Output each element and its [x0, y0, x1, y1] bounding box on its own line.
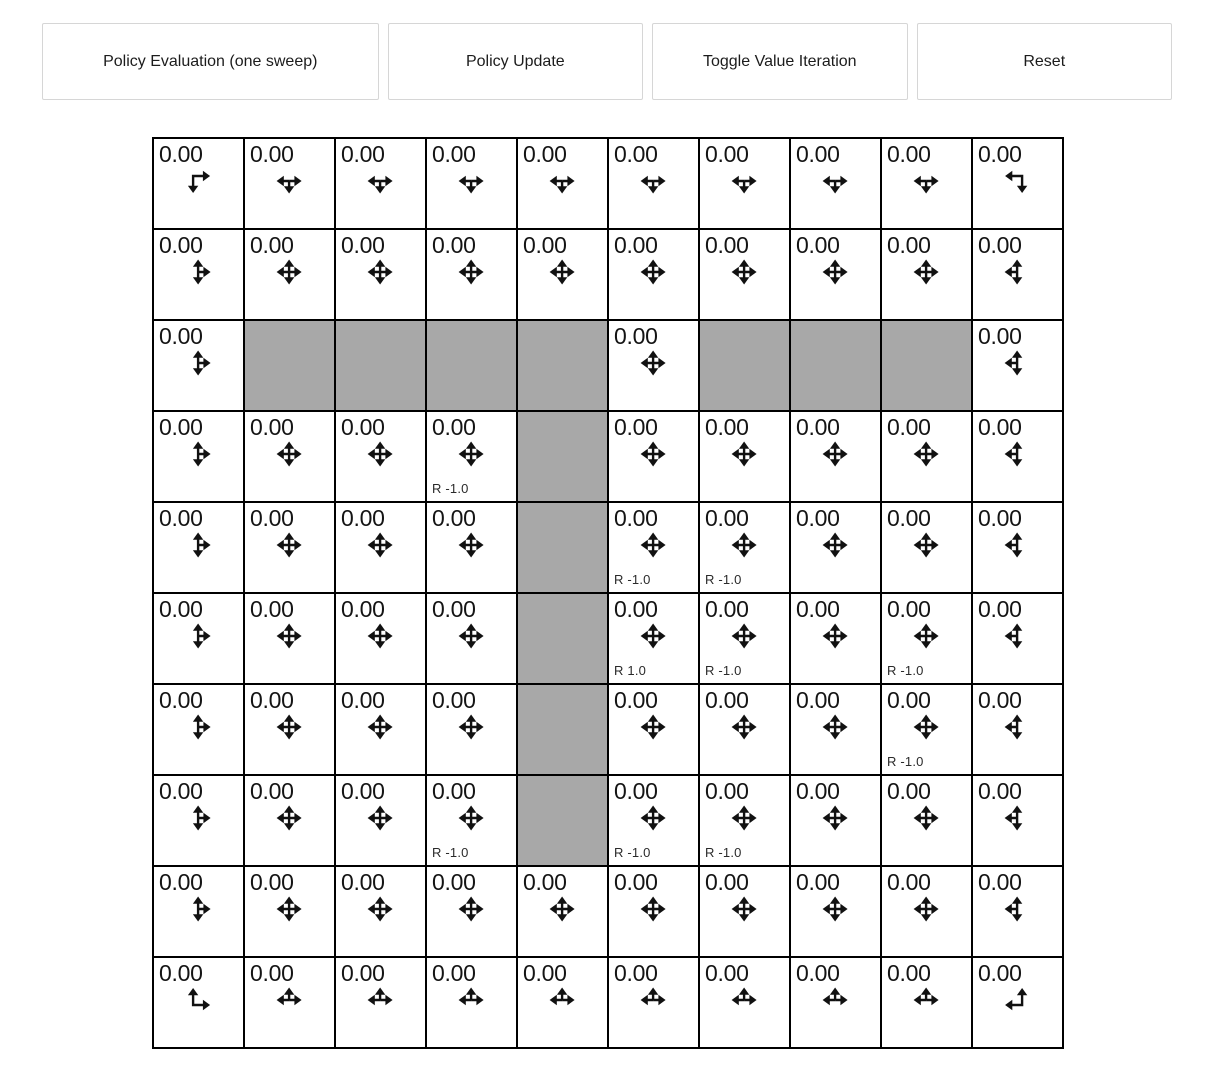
state-value: 0.00	[796, 414, 840, 440]
state-value: 0.00	[887, 960, 931, 986]
state-value: 0.00	[796, 141, 840, 167]
state-cell	[790, 502, 881, 593]
state-cell	[699, 411, 790, 502]
state-cell	[608, 866, 699, 957]
policy-arrows-icon	[911, 894, 941, 924]
state-cell	[335, 411, 426, 502]
state-cell	[881, 775, 972, 866]
state-cell	[790, 411, 881, 502]
state-value: 0.00	[432, 232, 476, 258]
policy-arrows-icon	[183, 712, 213, 742]
policy-arrows-icon	[820, 166, 850, 196]
policy-arrows-icon	[365, 894, 395, 924]
wall-cell	[517, 320, 608, 411]
state-cell	[426, 866, 517, 957]
state-cell	[972, 684, 1063, 775]
state-value: 0.00	[432, 141, 476, 167]
state-value: 0.00	[159, 778, 203, 804]
state-value: 0.00	[159, 141, 203, 167]
policy-arrows-icon	[911, 621, 941, 651]
policy-arrows-icon	[547, 894, 577, 924]
state-cell	[790, 593, 881, 684]
state-value: 0.00	[341, 414, 385, 440]
policy-arrows-icon	[1002, 530, 1032, 560]
policy-arrows-icon	[456, 257, 486, 287]
state-value: 0.00	[705, 960, 749, 986]
state-value: 0.00	[705, 687, 749, 713]
wall-cell	[517, 684, 608, 775]
policy-arrows-icon	[365, 530, 395, 560]
state-value: 0.00	[250, 960, 294, 986]
reward-label: R -1.0	[432, 481, 469, 496]
state-cell	[244, 138, 335, 229]
policy-arrows-icon	[820, 712, 850, 742]
policy-arrows-icon	[729, 257, 759, 287]
reward-label: R -1.0	[887, 663, 924, 678]
state-value: 0.00	[250, 232, 294, 258]
state-cell	[426, 775, 517, 866]
policy-arrows-icon	[456, 985, 486, 1015]
state-value: 0.00	[614, 596, 658, 622]
policy-arrows-icon	[820, 530, 850, 560]
state-cell	[699, 866, 790, 957]
reward-label: R -1.0	[705, 845, 742, 860]
policy-arrows-icon	[911, 166, 941, 196]
policy-arrows-icon	[638, 348, 668, 378]
policy-arrows-icon	[274, 803, 304, 833]
state-value: 0.00	[705, 232, 749, 258]
policy-update-button[interactable]: Policy Update	[388, 23, 643, 100]
state-value: 0.00	[978, 778, 1022, 804]
state-value: 0.00	[978, 232, 1022, 258]
state-cell	[335, 866, 426, 957]
policy-arrows-icon	[638, 803, 668, 833]
policy-arrows-icon	[365, 439, 395, 469]
policy-arrows-icon	[183, 257, 213, 287]
state-value: 0.00	[250, 778, 294, 804]
state-value: 0.00	[432, 869, 476, 895]
policy-arrows-icon	[911, 530, 941, 560]
policy-arrows-icon	[547, 985, 577, 1015]
policy-arrows-icon	[638, 257, 668, 287]
state-cell	[426, 411, 517, 502]
state-value: 0.00	[796, 778, 840, 804]
state-cell	[426, 229, 517, 320]
policy-arrows-icon	[1002, 985, 1032, 1015]
state-value: 0.00	[887, 232, 931, 258]
state-value: 0.00	[250, 505, 294, 531]
reward-label: R -1.0	[432, 845, 469, 860]
state-value: 0.00	[887, 778, 931, 804]
wall-cell	[881, 320, 972, 411]
state-cell	[699, 502, 790, 593]
policy-evaluation-button[interactable]: Policy Evaluation (one sweep)	[42, 23, 379, 100]
state-value: 0.00	[432, 596, 476, 622]
state-cell	[972, 593, 1063, 684]
policy-arrows-icon	[820, 894, 850, 924]
policy-arrows-icon	[911, 439, 941, 469]
state-value: 0.00	[250, 869, 294, 895]
state-value: 0.00	[614, 687, 658, 713]
toolbar	[42, 23, 1172, 100]
state-cell	[335, 957, 426, 1048]
state-value: 0.00	[614, 323, 658, 349]
policy-arrows-icon	[729, 712, 759, 742]
policy-arrows-icon	[638, 894, 668, 924]
state-value: 0.00	[614, 141, 658, 167]
state-cell	[426, 593, 517, 684]
state-value: 0.00	[341, 869, 385, 895]
state-cell	[426, 957, 517, 1048]
policy-arrows-icon	[729, 803, 759, 833]
policy-arrows-icon	[1002, 712, 1032, 742]
state-cell	[699, 138, 790, 229]
state-cell	[426, 138, 517, 229]
state-value: 0.00	[978, 505, 1022, 531]
state-cell	[790, 229, 881, 320]
state-value: 0.00	[432, 778, 476, 804]
policy-arrows-icon	[274, 894, 304, 924]
policy-arrows-icon	[820, 257, 850, 287]
state-cell	[972, 411, 1063, 502]
policy-arrows-icon	[911, 985, 941, 1015]
policy-arrows-icon	[365, 803, 395, 833]
state-cell	[335, 229, 426, 320]
policy-arrows-icon	[547, 257, 577, 287]
state-value: 0.00	[523, 960, 567, 986]
state-value: 0.00	[159, 960, 203, 986]
state-cell	[972, 957, 1063, 1048]
state-value: 0.00	[614, 778, 658, 804]
policy-arrows-icon	[456, 712, 486, 742]
state-cell	[517, 229, 608, 320]
policy-arrows-icon	[365, 712, 395, 742]
state-value: 0.00	[341, 141, 385, 167]
toggle-value-iteration-button[interactable]: Toggle Value Iteration	[652, 23, 907, 100]
state-cell	[153, 411, 244, 502]
reset-button[interactable]: Reset	[917, 23, 1172, 100]
reward-label: R 1.0	[614, 663, 647, 678]
reward-label: R -1.0	[705, 572, 742, 587]
policy-arrows-icon	[456, 530, 486, 560]
wall-cell	[244, 320, 335, 411]
policy-arrows-icon	[183, 439, 213, 469]
state-cell	[608, 593, 699, 684]
wall-cell	[699, 320, 790, 411]
state-cell	[335, 502, 426, 593]
policy-arrows-icon	[1002, 894, 1032, 924]
state-cell	[153, 502, 244, 593]
wall-cell	[426, 320, 517, 411]
state-cell	[244, 866, 335, 957]
state-cell	[790, 957, 881, 1048]
state-cell	[790, 866, 881, 957]
state-value: 0.00	[614, 869, 658, 895]
state-cell	[608, 138, 699, 229]
state-value: 0.00	[978, 960, 1022, 986]
policy-arrows-icon	[365, 985, 395, 1015]
state-value: 0.00	[978, 596, 1022, 622]
policy-arrows-icon	[1002, 803, 1032, 833]
state-cell	[790, 775, 881, 866]
state-value: 0.00	[341, 596, 385, 622]
policy-arrows-icon	[274, 257, 304, 287]
reward-label: R -1.0	[887, 754, 924, 769]
policy-arrows-icon	[456, 894, 486, 924]
state-cell	[881, 684, 972, 775]
state-cell	[881, 502, 972, 593]
policy-arrows-icon	[1002, 166, 1032, 196]
state-cell	[972, 775, 1063, 866]
state-value: 0.00	[159, 596, 203, 622]
state-value: 0.00	[796, 232, 840, 258]
policy-arrows-icon	[274, 621, 304, 651]
state-cell	[699, 684, 790, 775]
state-cell	[244, 775, 335, 866]
state-value: 0.00	[341, 960, 385, 986]
wall-cell	[335, 320, 426, 411]
wall-cell	[517, 593, 608, 684]
state-value: 0.00	[159, 414, 203, 440]
policy-arrows-icon	[274, 985, 304, 1015]
policy-arrows-icon	[911, 257, 941, 287]
state-cell	[699, 775, 790, 866]
state-value: 0.00	[341, 505, 385, 531]
state-value: 0.00	[159, 323, 203, 349]
state-value: 0.00	[614, 232, 658, 258]
policy-arrows-icon	[456, 439, 486, 469]
policy-arrows-icon	[365, 621, 395, 651]
state-cell	[335, 138, 426, 229]
state-value: 0.00	[705, 505, 749, 531]
state-value: 0.00	[432, 505, 476, 531]
state-value: 0.00	[523, 869, 567, 895]
state-value: 0.00	[705, 869, 749, 895]
state-value: 0.00	[250, 596, 294, 622]
state-cell	[244, 229, 335, 320]
state-cell	[881, 866, 972, 957]
state-value: 0.00	[978, 869, 1022, 895]
policy-arrows-icon	[547, 166, 577, 196]
policy-arrows-icon	[365, 166, 395, 196]
policy-arrows-icon	[820, 621, 850, 651]
state-value: 0.00	[432, 960, 476, 986]
state-value: 0.00	[705, 141, 749, 167]
state-cell	[881, 138, 972, 229]
state-value: 0.00	[250, 141, 294, 167]
state-cell	[335, 775, 426, 866]
policy-arrows-icon	[274, 530, 304, 560]
state-value: 0.00	[887, 687, 931, 713]
state-cell	[153, 593, 244, 684]
state-cell	[335, 684, 426, 775]
state-cell	[244, 502, 335, 593]
state-value: 0.00	[432, 687, 476, 713]
state-cell	[790, 684, 881, 775]
policy-arrows-icon	[820, 439, 850, 469]
wall-cell	[517, 775, 608, 866]
policy-arrows-icon	[365, 257, 395, 287]
state-value: 0.00	[705, 596, 749, 622]
policy-arrows-icon	[729, 985, 759, 1015]
state-value: 0.00	[796, 596, 840, 622]
state-value: 0.00	[887, 141, 931, 167]
policy-arrows-icon	[911, 712, 941, 742]
state-cell	[608, 684, 699, 775]
policy-arrows-icon	[274, 166, 304, 196]
state-value: 0.00	[523, 232, 567, 258]
state-value: 0.00	[705, 414, 749, 440]
policy-arrows-icon	[1002, 348, 1032, 378]
policy-arrows-icon	[729, 894, 759, 924]
wall-cell	[517, 411, 608, 502]
policy-arrows-icon	[638, 166, 668, 196]
reward-label: R -1.0	[614, 572, 651, 587]
policy-arrows-icon	[729, 439, 759, 469]
policy-arrows-icon	[638, 985, 668, 1015]
policy-arrows-icon	[638, 621, 668, 651]
state-cell	[972, 866, 1063, 957]
state-value: 0.00	[796, 960, 840, 986]
state-value: 0.00	[978, 687, 1022, 713]
state-cell	[244, 411, 335, 502]
state-cell	[244, 957, 335, 1048]
state-value: 0.00	[432, 414, 476, 440]
state-cell	[426, 502, 517, 593]
state-cell	[972, 502, 1063, 593]
policy-arrows-icon	[183, 803, 213, 833]
state-value: 0.00	[159, 232, 203, 258]
policy-arrows-icon	[1002, 439, 1032, 469]
state-cell	[608, 775, 699, 866]
wall-cell	[517, 502, 608, 593]
state-value: 0.00	[978, 141, 1022, 167]
state-cell	[244, 684, 335, 775]
state-value: 0.00	[523, 141, 567, 167]
policy-arrows-icon	[183, 894, 213, 924]
state-cell	[608, 502, 699, 593]
policy-arrows-icon	[911, 803, 941, 833]
state-cell	[153, 320, 244, 411]
policy-arrows-icon	[820, 985, 850, 1015]
policy-arrows-icon	[183, 621, 213, 651]
state-value: 0.00	[796, 869, 840, 895]
state-value: 0.00	[887, 596, 931, 622]
state-value: 0.00	[159, 869, 203, 895]
state-cell	[335, 593, 426, 684]
state-cell	[699, 593, 790, 684]
state-cell	[426, 684, 517, 775]
state-cell	[517, 138, 608, 229]
state-value: 0.00	[341, 232, 385, 258]
policy-arrows-icon	[183, 530, 213, 560]
state-value: 0.00	[159, 505, 203, 531]
policy-arrows-icon	[456, 166, 486, 196]
policy-arrows-icon	[274, 439, 304, 469]
state-cell	[153, 957, 244, 1048]
state-cell	[153, 138, 244, 229]
state-value: 0.00	[705, 778, 749, 804]
state-value: 0.00	[341, 687, 385, 713]
state-cell	[517, 866, 608, 957]
state-value: 0.00	[614, 505, 658, 531]
policy-arrows-icon	[456, 803, 486, 833]
policy-arrows-icon	[638, 530, 668, 560]
reward-label: R -1.0	[614, 845, 651, 860]
state-value: 0.00	[978, 323, 1022, 349]
state-cell	[608, 320, 699, 411]
policy-arrows-icon	[183, 348, 213, 378]
state-cell	[153, 229, 244, 320]
state-value: 0.00	[796, 687, 840, 713]
policy-arrows-icon	[183, 166, 213, 196]
policy-arrows-icon	[638, 712, 668, 742]
state-cell	[244, 593, 335, 684]
state-value: 0.00	[978, 414, 1022, 440]
state-cell	[881, 411, 972, 502]
policy-arrows-icon	[1002, 621, 1032, 651]
state-value: 0.00	[887, 869, 931, 895]
state-cell	[608, 229, 699, 320]
state-cell	[790, 138, 881, 229]
policy-arrows-icon	[638, 439, 668, 469]
state-cell	[881, 229, 972, 320]
state-cell	[517, 957, 608, 1048]
policy-arrows-icon	[729, 621, 759, 651]
state-cell	[881, 593, 972, 684]
policy-arrows-icon	[456, 621, 486, 651]
state-value: 0.00	[796, 505, 840, 531]
state-cell	[972, 320, 1063, 411]
state-value: 0.00	[887, 414, 931, 440]
state-cell	[153, 775, 244, 866]
policy-arrows-icon	[820, 803, 850, 833]
state-cell	[699, 229, 790, 320]
gridworld	[152, 137, 1064, 1049]
state-cell	[153, 684, 244, 775]
policy-arrows-icon	[729, 166, 759, 196]
state-cell	[608, 411, 699, 502]
policy-arrows-icon	[274, 712, 304, 742]
policy-arrows-icon	[183, 985, 213, 1015]
state-cell	[881, 957, 972, 1048]
state-cell	[153, 866, 244, 957]
wall-cell	[790, 320, 881, 411]
state-value: 0.00	[341, 778, 385, 804]
policy-arrows-icon	[729, 530, 759, 560]
policy-arrows-icon	[1002, 257, 1032, 287]
state-value: 0.00	[250, 414, 294, 440]
state-cell	[699, 957, 790, 1048]
reward-label: R -1.0	[705, 663, 742, 678]
state-value: 0.00	[887, 505, 931, 531]
state-cell	[608, 957, 699, 1048]
state-cell	[972, 229, 1063, 320]
state-value: 0.00	[614, 414, 658, 440]
state-value: 0.00	[250, 687, 294, 713]
state-value: 0.00	[159, 687, 203, 713]
state-cell	[972, 138, 1063, 229]
state-value: 0.00	[614, 960, 658, 986]
